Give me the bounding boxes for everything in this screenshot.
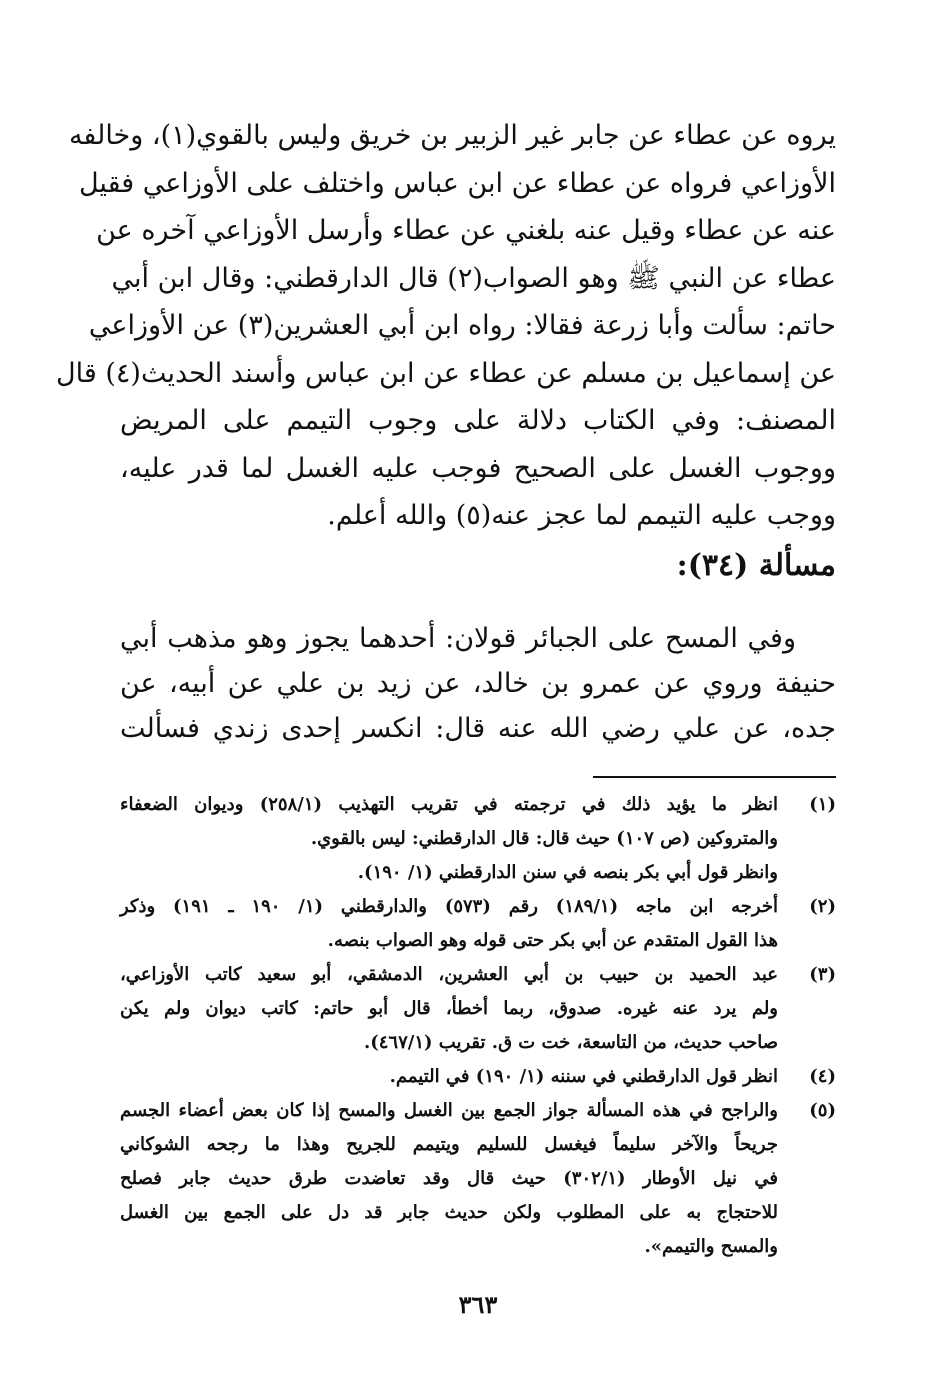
footnote-line: والراجح في هذه المسألة جواز الجمع بين الغسل والمسح إذا كان بعض أعضاء الجسم xyxy=(120,1100,778,1121)
footnote-line: هذا القول المتقدم عن أبي بكر حتى قوله وهو الصواب بنصه. xyxy=(327,930,778,951)
footnote-number: (١) xyxy=(809,794,836,815)
text-line: حنيفة وروي عن عمرو بن خالد، عن زيد بن علي عن أبيه، عن xyxy=(120,668,836,699)
footnote-number: (٤) xyxy=(809,1066,836,1087)
section-paragraph xyxy=(120,616,836,751)
text-line: عن إسماعيل بن مسلم عن عطاء عن ابن عباس وأسند الحديث(٤) قال xyxy=(56,357,836,389)
text-line: عنه عن عطاء وقيل عنه بلغني عن عطاء وأرسل الأوزاعي آخره عن xyxy=(96,215,836,246)
text-line: وفي المسح على الجبائر قولان: أحدهما يجوز وهو مذهب أبي xyxy=(120,623,796,654)
text-line: عطاء عن النبي ﷺ وهو الصواب(٢) قال الدارقطني: وقال ابن أبي xyxy=(111,262,836,294)
footnote xyxy=(120,1060,836,1094)
text-line: جده، عن علي رضي الله عنه قال: انكسر إحدى زندي فسألت xyxy=(120,713,836,744)
footnotes-list xyxy=(120,788,836,1264)
footnote-line: والمسح والتيمم». xyxy=(644,1236,778,1257)
text-line: ووجب عليه التيمم لما عجز عنه(٥) والله أعلم. xyxy=(327,500,836,531)
main-paragraph xyxy=(56,112,836,540)
footnote-line: جريحاً والآخر سليماً فيغسل للسليم ويتيمم للجريح وهذا ما رجحه الشوكاني xyxy=(120,1134,778,1155)
footnote-number: (٢) xyxy=(809,896,836,917)
footnote-number: (٥) xyxy=(809,1100,836,1121)
footnote-line: أخرجه ابن ماجه (١٨٩/١) رقم (٥٧٣) والدارقطني (١/ ١٩٠ ـ ١٩١) وذكر xyxy=(120,896,778,917)
footnote-divider xyxy=(593,776,836,778)
footnote xyxy=(120,890,836,958)
text-line: يروه عن عطاء عن جابر غير الزبير بن خريق وليس بالقوي(١)، وخالفه xyxy=(68,120,836,151)
footnote xyxy=(120,788,836,890)
page-number: ٣٦٣ xyxy=(458,1290,498,1319)
text-line: المصنف: وفي الكتاب دلالة على وجوب التيمم على المريض xyxy=(120,405,836,436)
text-line: ووجوب الغسل على الصحيح فوجب عليه الغسل لما قدر عليه، xyxy=(120,452,836,484)
text-line: الأوزاعي فرواه عن عطاء عن ابن عباس واختلف على الأوزاعي فقيل xyxy=(78,167,836,199)
book-page xyxy=(56,0,836,1380)
text-line: حاتم: سألت وأبا زرعة فقالا: رواه ابن أبي العشرين(٣) عن الأوزاعي xyxy=(88,310,836,341)
footnote-line: عبد الحميد بن حبيب بن أبي العشرين، الدمشقي، أبو سعيد كاتب الأوزاعي، xyxy=(120,964,778,985)
footnote-line: صاحب حديث، من التاسعة، خت ت ق. تقريب (٤٦٧/١). xyxy=(363,1032,778,1053)
section-heading: مسألة (٣٤): xyxy=(676,548,836,583)
footnote-line: انظر قول الدارقطني في سننه (١/ ١٩٠) في التيمم. xyxy=(389,1066,778,1087)
footnote xyxy=(120,1094,836,1264)
footnote-line: في نيل الأوطار (٣٠٢/١) حيث قال وقد تعاضدت طرق حديث جابر فصلح xyxy=(120,1168,778,1189)
footnote-line: والمتروكين (ص ١٠٧) حيث قال: قال الدارقطني: ليس بالقوي. xyxy=(310,828,778,849)
footnote xyxy=(120,958,836,1060)
footnote-line: انظر ما يؤيد ذلك في ترجمته في تقريب التهذيب (٢٥٨/١) وديوان الضعفاء xyxy=(120,794,778,815)
footnote-line: وانظر قول أبي بكر بنصه في سنن الدارقطني (١/ ١٩٠). xyxy=(357,862,778,883)
footnote-line: ولم يرد عنه غيره. صدوق، ربما أخطأ، قال أبو حاتم: كاتب ديوان ولم يكن xyxy=(120,998,778,1019)
footnote-number: (٣) xyxy=(809,964,836,985)
footnote-line: للاحتجاج به على المطلوب ولكن حديث جابر قد دل على الجمع بين الغسل xyxy=(120,1202,778,1223)
